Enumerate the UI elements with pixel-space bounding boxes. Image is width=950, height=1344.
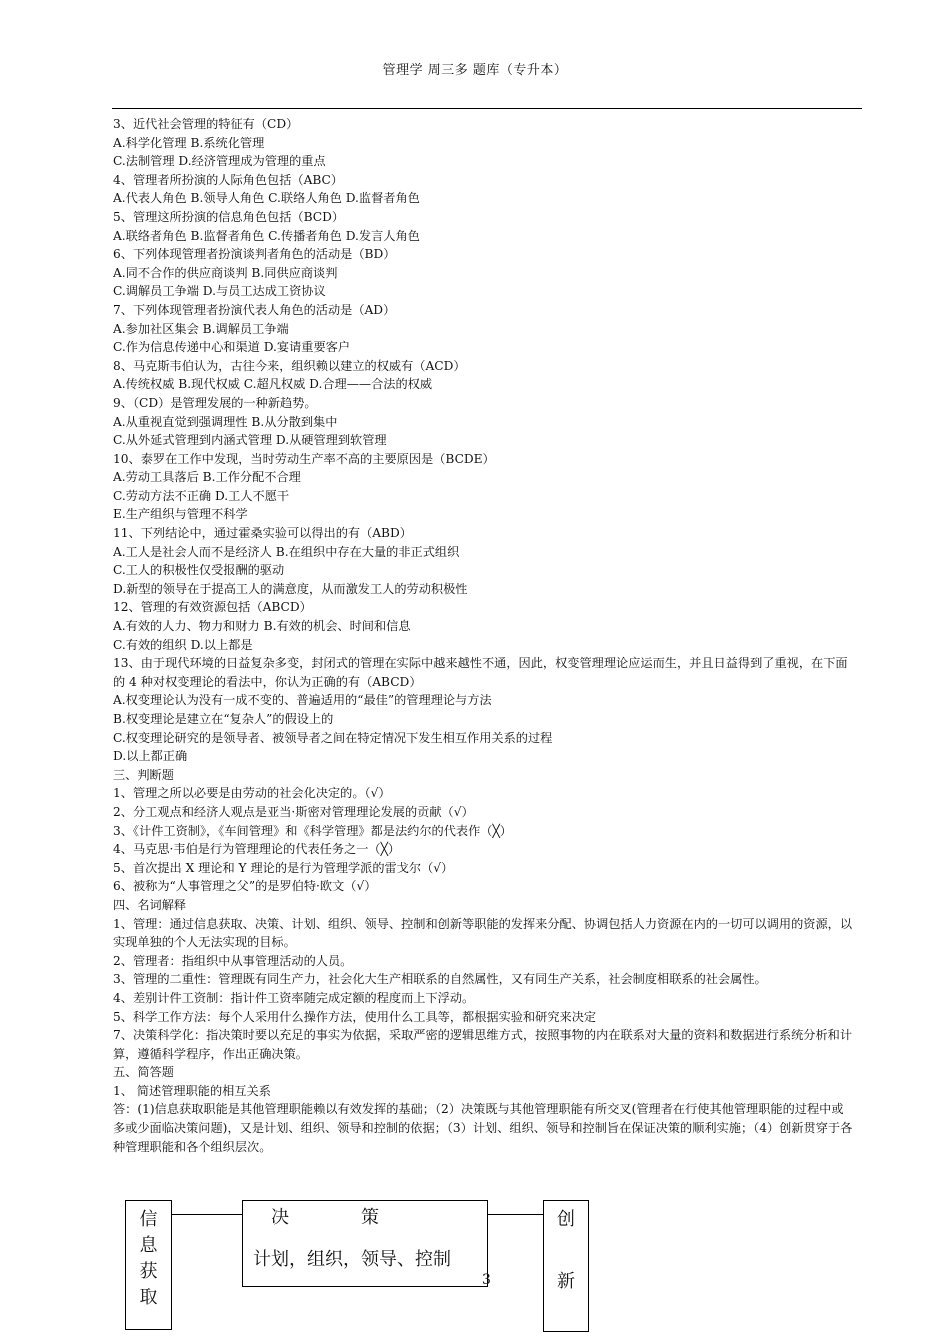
diagram-char: 创 [557, 1209, 575, 1230]
text-line: A.权变理论认为没有一成不变的、普遍适用的“最佳”的管理理论与方法 [113, 693, 492, 708]
text-line: A.联络者角色 B.监督者角色 C.传播者角色 D.发言人角色 [113, 228, 420, 243]
page-header-title: 管理学 周三多 题库（专升本） [382, 63, 568, 78]
text-line: 五、简答题 [113, 1065, 174, 1080]
text-line: 5、首次提出 X 理论和 Y 理论的是行为管理学派的雷戈尔（√） [113, 860, 454, 875]
text-line: D.新型的领导在于提高工人的满意度，从而激发工人的劳动积极性 [113, 581, 468, 596]
connector-left [171, 1214, 242, 1215]
text-line: C.法制管理 D.经济管理成为管理的重点 [113, 154, 326, 169]
text-line: C.劳动方法不正确 D.工人不愿干 [113, 488, 290, 503]
text-line: A.传统权威 B.现代权威 C.超凡权威 D.合理——合法的权威 [113, 377, 433, 392]
text-line: 1、 简述管理职能的相互关系 [113, 1083, 271, 1098]
text-line: C.从外延式管理到内涵式管理 D.从硬管理到软管理 [113, 433, 387, 448]
text-line: 1、管理：通过信息获取、决策、计划、组织、领导、控制和创新等职能的发挥来分配、协调包括人力资源在内的一切可以调用的资源，以实现单独的个人无法实现的目标。 [113, 916, 853, 950]
text-line: 9、（CD）是管理发展的一种新趋势。 [113, 395, 317, 410]
text-line: 7、下列体现管理者扮演代表人角色的活动是（AD） [113, 302, 396, 317]
text-line: 13、由于现代环境的日益复杂多变，封闭式的管理在实际中越来越性不通，因此，权变管理理论应运而生，并且日益得到了重视，在下面的 4 种对权变理论的看法中，你认为正确的有（ABCD） [113, 656, 848, 689]
text-line: 1、管理之所以必要是由劳动的社会化决定的。（√） [113, 786, 391, 801]
diagram-char: 获 [139, 1261, 158, 1282]
text-line: 11、下列结论中，通过霍桑实验可以得出的有（ABD） [113, 526, 412, 541]
connector-right [487, 1214, 543, 1215]
text-line: C.权变理论研究的是领导者、被领导者之间在特定情况下发生相互作用关系的过程 [113, 730, 553, 745]
text-line: 6、下列体现管理者扮演谈判者角色的活动是（BD） [113, 247, 396, 262]
text-line: A.从重视直觉到强调理性 B.从分散到集中 [113, 414, 338, 429]
text-line: A.参加社区集会 B.调解员工争端 [113, 321, 289, 336]
text-line: E.生产组织与管理不科学 [113, 507, 248, 522]
diagram-char: 息 [139, 1235, 158, 1256]
diagram-char: 新 [557, 1271, 575, 1292]
text-line: 5、科学工作方法：每个人采用什么操作方法，使用什么工具等，都根据实验和研究来决定 [113, 1009, 597, 1024]
text-line: 8、马克斯韦伯认为，古往今来，组织赖以建立的权威有（ACD） [113, 358, 466, 373]
text-line: 4、马克思·韦伯是行为管理理论的代表任务之一（╳） [113, 842, 401, 857]
text-line: 4、管理者所扮演的人际角色包括（ABC） [113, 172, 344, 187]
text-line: 4、差别计件工资制：指计件工资率随完成定额的程度而上下浮动。 [113, 990, 475, 1005]
innovation-box [543, 1200, 589, 1332]
text-line: 10、泰罗在工作中发现，当时劳动生产率不高的主要原因是（BCDE） [113, 451, 495, 466]
text-line: C.调解员工争端 D.与员工达成工资协议 [113, 284, 326, 299]
text-line: B.权变理论是建立在“复杂人”的假设上的 [113, 712, 334, 726]
text-line: 2、分工观点和经济人观点是亚当·斯密对管理理论发展的贡献（√） [113, 804, 474, 819]
text-line: 三、判断题 [113, 767, 174, 782]
planning-box [242, 1238, 488, 1287]
text-line: 12、管理的有效资源包括（ABCD） [113, 600, 312, 615]
text-line: 四、名词解释 [113, 897, 187, 912]
text-line: D.以上都正确 [113, 749, 188, 764]
text-line: C.工人的积极性仅受报酬的驱动 [113, 563, 285, 578]
decision-label: 决 策 [271, 1207, 379, 1228]
planning-label: 计划，组织，领导、控制 [253, 1249, 451, 1270]
text-line: 答：(1)信息获取职能是其他管理职能赖以有效发挥的基础；（2）决策既与其他管理职能有所交叉(管理者在行使其他管理职能的过程中或多或少面临决策问题)，又是计划、组织、领导和控制的依据；（3）计划、组织、领导和控制旨在保证决策的顺利实施；（4）创新贯穿于各种管理职能和各个组织层次。 [113, 1102, 853, 1154]
text-line: 3、《计件工资制》，《车间管理》和《科学管理》都是法约尔的代表作（╳） [113, 823, 512, 838]
header-divider [112, 108, 862, 109]
text-line: C.有效的组织 D.以上都是 [113, 637, 253, 652]
text-line: 7、决策科学化：指决策时要以充足的事实为依据，采取严密的逻辑思维方式，按照事物的内在联系对大量的资料和数据进行系统分析和计算，遵循科学程序，作出正确决策。 [113, 1028, 853, 1061]
text-line: 3、管理的二重性：管理既有同生产力，社会化大生产相联系的自然属性，又有同生产关系，社会制度相联系的社会属性。 [113, 972, 767, 987]
diagram-char: 信 [139, 1209, 158, 1230]
text-line: 6、被称为“人事管理之父”的是罗伯特·欧文（√） [113, 879, 377, 894]
text-line: A.同不合作的供应商谈判 B.同供应商谈判 [113, 265, 338, 280]
text-line: A.代表人角色 B.领导人角色 C.联络人角色 D.监督者角色 [113, 191, 420, 206]
text-line: 5、管理这所扮演的信息角色包括（BCD） [113, 209, 345, 224]
decision-box [242, 1200, 488, 1240]
diagram-char: 取 [139, 1287, 158, 1308]
text-line: A.工人是社会人而不是经济人 B.在组织中存在大量的非正式组织 [113, 544, 460, 559]
text-line: 2、管理者：指组织中从事管理活动的人员。 [113, 953, 353, 968]
document-body [113, 115, 855, 1156]
text-line: A.有效的人力、物力和财力 B.有效的机会、时间和信息 [113, 619, 411, 634]
text-line: 3、近代社会管理的特征有（CD） [113, 117, 299, 131]
text-line: C.作为信息传递中心和渠道 D.宴请重要客户 [113, 340, 351, 355]
page-number: 3 [482, 1272, 491, 1288]
text-line: A.科学化管理 B.系统化管理 [113, 135, 265, 150]
info-acquisition-box [125, 1200, 172, 1330]
text-line: A.劳动工具落后 B.工作分配不合理 [113, 470, 301, 485]
